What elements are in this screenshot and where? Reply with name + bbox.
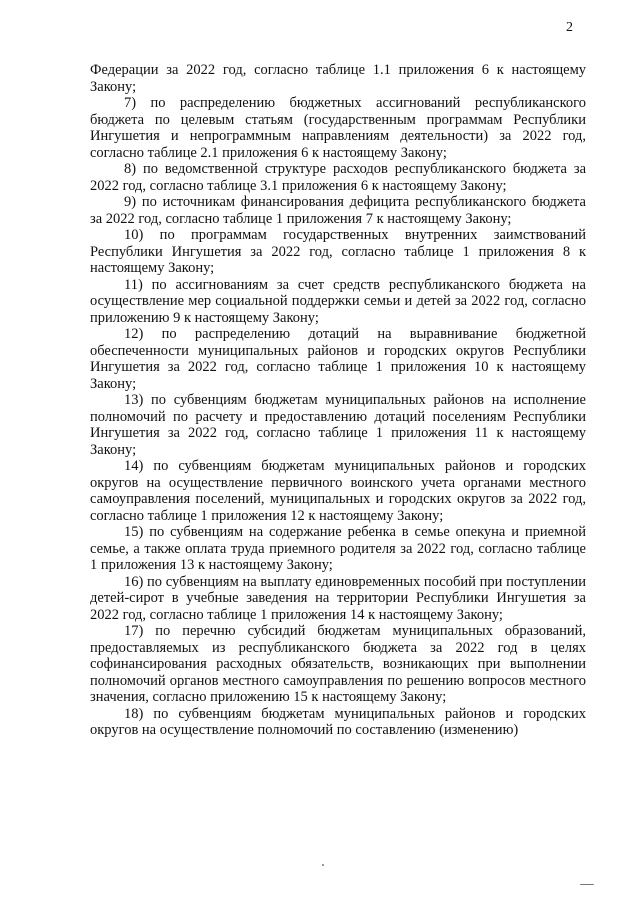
paragraph-item-15: 15) по субвенциям на содержание ребенка в семье опекуна и приемной семье, а также оплата труда приемного родителя за 2022 год, согласно таблице 1 приложения 13 к настоящему Закону; — [90, 524, 586, 573]
paragraph-item-11: 11) по ассигнованиям за счет средств республиканского бюджета на осуществление мер социальной поддержки семьи и детей за 2022 год, согласно приложению 9 к настоящему Закону; — [90, 276, 586, 326]
paragraph-item-14: 14) по субвенциям бюджетам муниципальных районов и городских округов на осуществление первичного воинского учета органами местного самоуправления поселений, муниципальных и городских округов за 2022 год, согласно таблице 1 приложения 12 к настоящему Закону; — [90, 458, 586, 524]
paragraph-item-13: 13) по субвенциям бюджетам муниципальных районов на исполнение полномочий по расчету и предоставлению дотаций поселениям Республики Ингушетия за 2022 год, согласно таблице 1 приложения 11 к настоящему Закону; — [90, 392, 586, 458]
paragraph-item-17: 17) по перечню субсидий бюджетам муниципальных образований, предоставляемых из республиканского бюджета за 2022 год в целях софинансирования расходных обязательств, возникающих при выполнении полномочий органов местного самоуправления по решению вопросов местного значения, согласно приложению 15 к настоящему Закону; — [90, 623, 586, 705]
paragraph-item-9: 9) по источникам финансирования дефицита республиканского бюджета за 2022 год, согласно таблице 1 приложения 7 к настоящему Закону; — [90, 194, 586, 227]
paragraph-item-10: 10) по программам государственных внутренних заимствований Республики Ингушетия за 2022 год, согласно таблице 1 приложения 8 к настоящему Закону; — [90, 227, 586, 276]
scan-speck — [580, 884, 594, 885]
paragraph-item-16: 16) по субвенциям на выплату единовременных пособий при поступлении детей-сирот в учебные заведения на территории Республики Ингушетия за 2022 год, согласно таблице 1 приложения 14 к настоящему Закону; — [90, 573, 586, 623]
page-number: 2 — [566, 20, 573, 35]
paragraph-item-7: 7) по распределению бюджетных ассигнований республиканского бюджета по целевым статьям (государственным программам Республики Ингушетия и непрограммным направлениям деятельности) за 2022 год, согласно таблице 2.1 приложения 6 к настоящему Закону; — [90, 95, 586, 161]
paragraph-item-8: 8) по ведомственной структуре расходов республиканского бюджета за 2022 год, согласно таблице 3.1 приложения 6 к настоящему Закону; — [90, 161, 586, 194]
paragraph-continuation: Федерации за 2022 год, согласно таблице 1.1 приложения 6 к настоящему Закону; — [90, 62, 586, 95]
paragraph-item-18: 18) по субвенциям бюджетам муниципальных районов и городских округов на осуществление полномочий по составлению (изменению) — [90, 705, 586, 738]
paragraph-item-12: 12) по распределению дотаций на выравнивание бюджетной обеспеченности муниципальных районов и городских округов Республики Ингушетия за 2022 год, согласно таблице 1 приложения 10 к настоящему Закону; — [90, 326, 586, 392]
document-body — [90, 62, 586, 739]
scan-speck — [322, 864, 324, 866]
